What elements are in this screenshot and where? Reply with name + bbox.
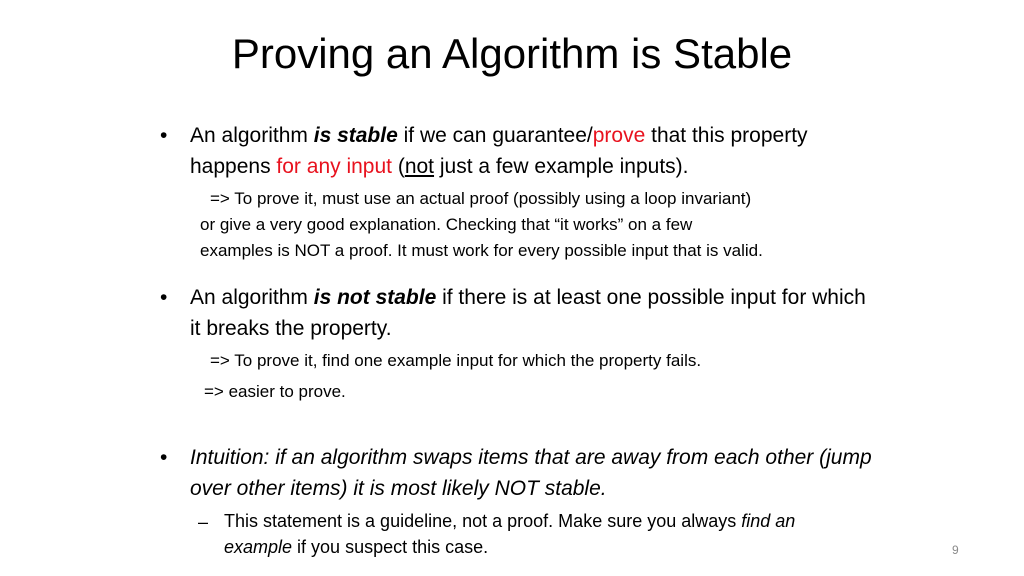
text-run: An algorithm [190, 124, 314, 147]
text-run: if there is at least one possible input for which it breaks the property. [190, 286, 866, 340]
bullet-text-intuition: Intuition: if an algorithm swaps items that are away from each other (jump over other items) it is most likely NOT stable. [190, 446, 872, 500]
bullet-text [190, 282, 880, 344]
text-run: An algorithm [190, 286, 314, 309]
note-proof-line-2: or give a very good explanation. Checking that “it works” on a few [200, 215, 693, 234]
note-easier: => easier to prove. [204, 382, 346, 401]
emphasis-find-an-example: find an example [224, 511, 796, 557]
note-proof-line-1: => To prove it, must use an actual proof (possibly using a loop invariant) [210, 189, 752, 208]
text-run: ( [392, 155, 405, 178]
text-run: if you suspect this case. [292, 537, 489, 557]
emphasis-prove: prove [592, 124, 646, 147]
emphasis-is-not-stable: is not stable [313, 286, 437, 309]
note-proof-line-3: examples is NOT a proof. It must work for every possible input that is valid. [200, 241, 763, 260]
bullet-marker: • [160, 286, 168, 309]
text-run: just a few example inputs). [434, 155, 689, 178]
emphasis-not: not [404, 155, 435, 178]
sub-bullet-dash: – [198, 512, 209, 532]
emphasis-is-stable: is stable [313, 124, 398, 147]
sub-bullet-guideline [224, 508, 864, 560]
page-number: 9 [952, 543, 959, 557]
bullet-marker: • [160, 124, 168, 147]
note-counterexample: => To prove it, find one example input for which the property fails. [210, 351, 702, 370]
emphasis-for-any-input: for any input [276, 155, 392, 178]
bullet-text [190, 120, 880, 182]
text-run: This statement is a guideline, not a proof. Make sure you always [224, 511, 742, 531]
text-run: if we can guarantee/ [397, 124, 593, 147]
bullet-marker: • [160, 446, 168, 469]
text-run: that this property happens [190, 124, 808, 178]
slide-title: Proving an Algorithm is Stable [231, 30, 793, 77]
